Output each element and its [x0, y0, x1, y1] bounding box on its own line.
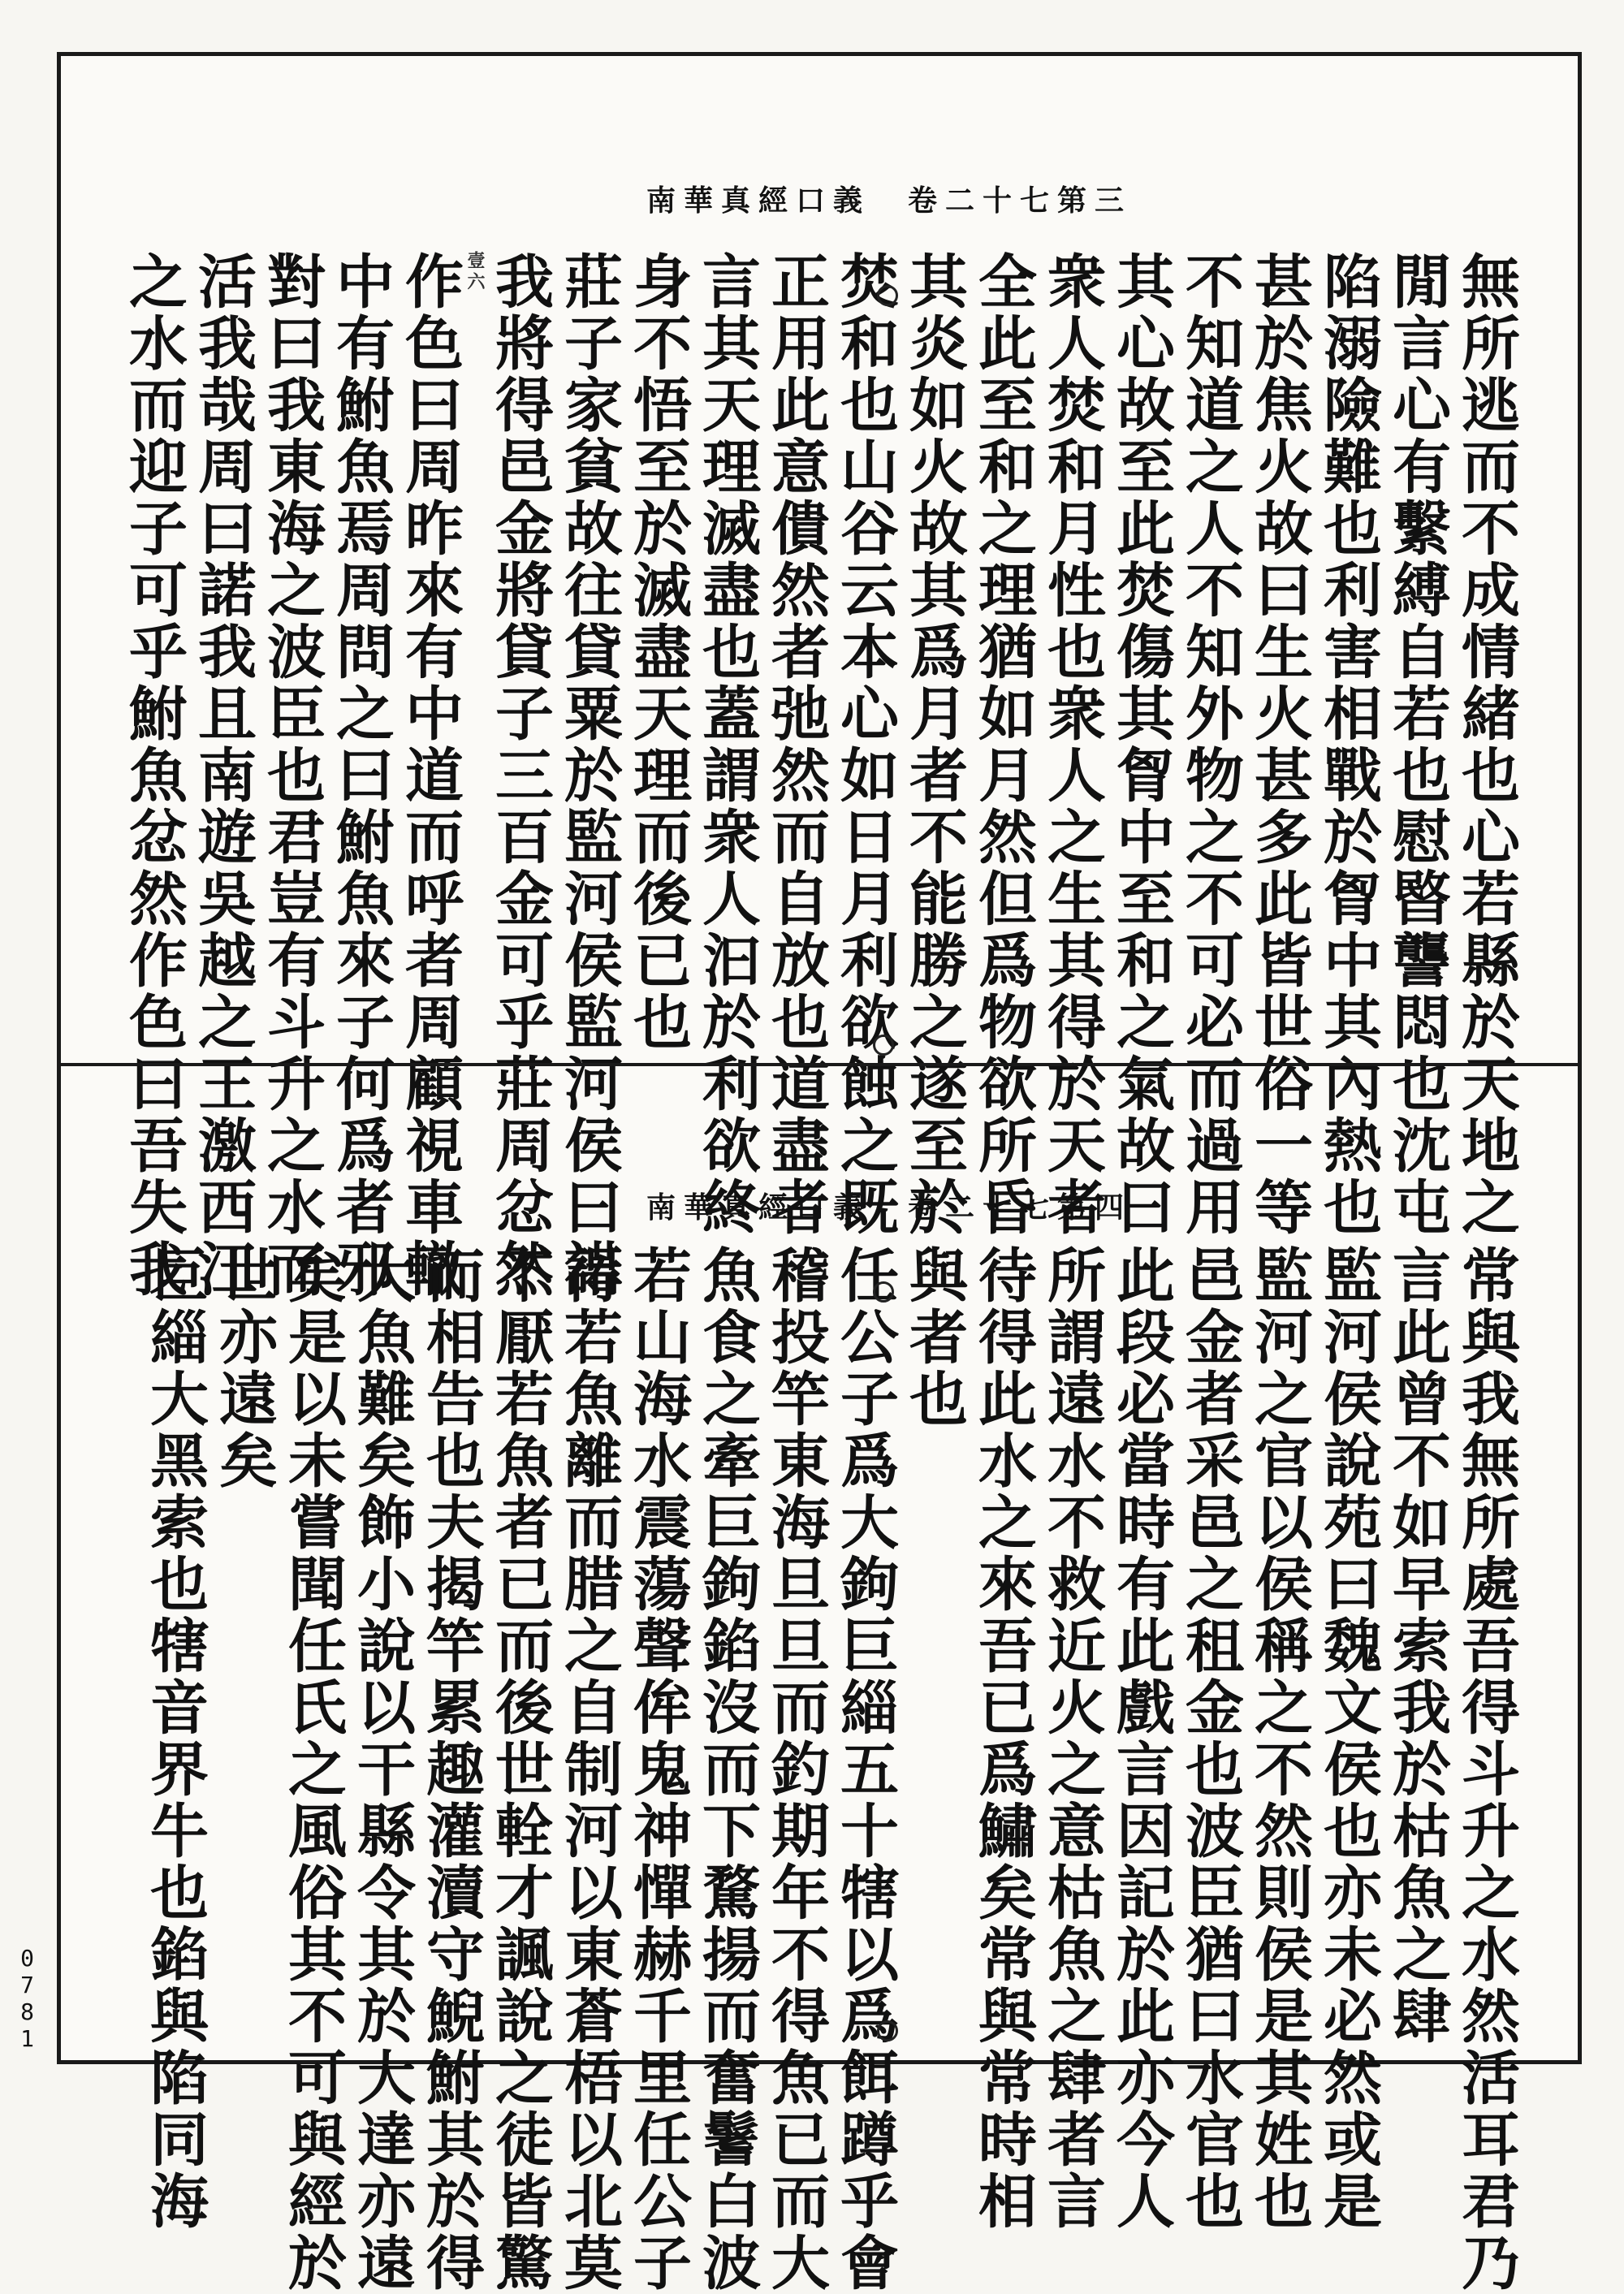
text-column: 甚於焦火故曰生火甚多此皆世俗一等 — [1245, 251, 1314, 1238]
text-column: 焚和也山谷云本心如日月利欲蝕之既 — [831, 251, 900, 1238]
text-column: 衆人焚和月性也衆人之生其得於天者 — [1038, 251, 1107, 1238]
text-column: 監河之官以侯稱之不然則侯是其姓也 — [1245, 1245, 1314, 2232]
page-number: 0781 — [14, 1945, 41, 2052]
text-column: 若山海水震蕩聲侔鬼神憚赫千里任公子 — [624, 1245, 693, 2294]
lower-page — [61, 1066, 1578, 2294]
text-column: 常與我無所處吾得斗升之水然活耳君乃 — [1452, 1245, 1521, 2294]
text-column: 我將得邑金將貸子三百金可乎莊周忿然 — [486, 251, 555, 1300]
text-column: 不知道之人不知外物之不可必而過用 — [1176, 251, 1245, 1238]
circle-mark — [873, 1281, 894, 1303]
text-column: 此段必當時有此戲言因記於此亦今人 — [1107, 1245, 1176, 2232]
text-column: 之水而迎子可乎鮒魚忿然作色曰吾失我 — [119, 251, 188, 1300]
text-column: 活我哉周曰諾我且南遊吳越之王激西江 — [188, 251, 257, 1300]
text-column: 中有鮒魚焉周問之曰鮒魚來子何爲者邪 — [326, 251, 395, 1300]
text-column: 莊子家貧故往貸粟於監河侯監河侯曰諾 — [555, 251, 624, 1300]
text-column: 魚食之牽巨鉤錎沒而下騖揚而奮鬐白波 — [693, 1245, 762, 2294]
text-column: 世亦遠矣 — [209, 1245, 279, 1492]
page-header: 南華真經口義 卷二十七第三 — [646, 184, 1132, 218]
text-column: 邑金者采邑之租金也波臣猶曰水官也 — [1176, 1245, 1245, 2232]
text-column: 得若魚離而腊之自制河以東蒼梧以北莫 — [555, 1245, 624, 2294]
text-column: 言此曾不如早索我於枯魚之肆 — [1383, 1245, 1452, 2047]
text-column: 陷溺險難也利害相戰於胷中其內熱也 — [1314, 251, 1383, 1238]
text-column: 對曰我東海之波臣也君豈有斗升之水而 — [257, 251, 326, 1300]
text-column: 稽投竿東海旦旦而釣期年不得魚已而大 — [762, 1245, 831, 2294]
circle-mark — [873, 1035, 894, 1056]
page-frame — [57, 52, 1582, 2294]
text-column: 不厭若魚者已而後世輇才諷說之徒皆驚 — [486, 1245, 555, 2294]
text-column: 監河侯說苑曰魏文侯也亦未必然或是 — [1314, 1245, 1383, 2232]
text-column: 言其天理滅盡也蓋謂衆人汩於利欲終 — [693, 251, 762, 1238]
text-column: 待得此水之來吾已爲鱐矣常與常時相 — [969, 1245, 1038, 2232]
margin-note: 壹六 — [464, 251, 486, 293]
page-header: 南華真經口義 卷二十七第四 — [646, 1190, 1132, 1225]
text-column: 正用此意僓然者弛然而自放也道盡者 — [762, 251, 831, 1238]
text-column: 身不悟至於滅盡天理而後已也 — [624, 251, 693, 1053]
circle-mark — [877, 285, 898, 306]
text-column: 無所逃而不成情緒也心若縣於天地之 — [1452, 251, 1521, 1238]
circle-mark — [877, 2020, 898, 2041]
text-column: 閒言心有繫縛自若也慰暋讋悶也沈屯 — [1383, 251, 1452, 1238]
text-column: 所謂遠水不救近火之意枯魚之肆者言 — [1038, 1245, 1107, 2232]
text-column: 其心故至此焚傷其胷中至和之氣故曰 — [1107, 251, 1176, 1238]
text-column: 矣是以未嘗聞任氏之風俗其不可與經於 — [279, 1245, 348, 2294]
text-column: 大魚難矣飾小說以干縣令其於大達亦遠 — [348, 1245, 417, 2294]
text-column: 作色曰周昨來有中道而呼者周顧視車轍 — [395, 251, 464, 1300]
text-column: 而相告也夫揭竿累趣灌瀆守鯢鮒其於得 — [417, 1245, 486, 2294]
text-column: 全此至和之理猶如月然但爲物欲所昏 — [969, 251, 1038, 1238]
text-column: 與者也 — [900, 1245, 969, 1430]
text-column: 巨緇大黑索也犗音界牛也錎與陷同海 — [140, 1245, 209, 2232]
text-column: 其炎如火故其爲月者不能勝之遂至於 — [900, 251, 969, 1238]
text-columns — [92, 1245, 1521, 2294]
text-column: 任公子爲大鉤巨緇五十犗以爲餌蹲乎會 — [831, 1245, 900, 2294]
